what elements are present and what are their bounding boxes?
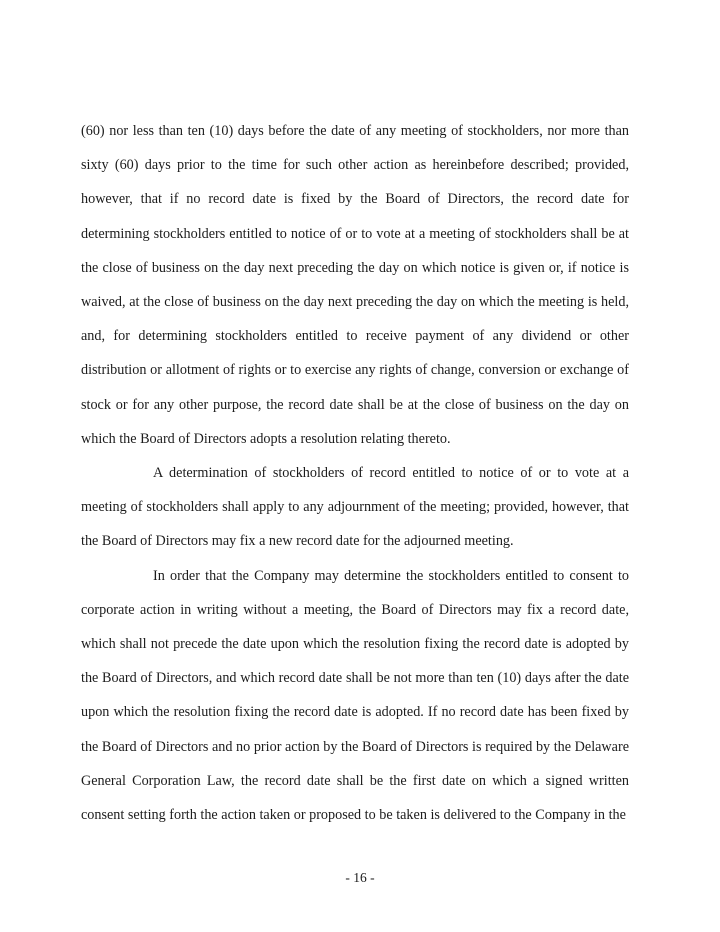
paragraph-record-date-continuation: (60) nor less than ten (10) days before the date of any meeting of stockholders, nor more than sixty (60) days prior to the time for such other action as hereinbefore described; provided, however, that if no record date is fixed by the Board of Directors, the record date for determining stockholders entitled to notice of or to vote at a meeting of stockholders shall be at the close of business on the day next preceding the day on which notice is given or, if notice is waived, at the close of business on the day next preceding the day on which the meeting is held, and, for determining stockholders entitled to receive payment of any dividend or other distribution or allotment of rights or to exercise any rights of change, conversion or exchange of stock or for any other purpose, the record date shall be at the close of business on the day on which the Board of Directors adopts a resolution relating thereto. [81, 123, 629, 447]
paragraph-adjournment: A determination of stockholders of record entitled to notice of or to vote at a meeting of stockholders shall apply to any adjournment of the meeting; provided, however, that the Board of Directors may fix a new record date for the adjourned meeting. [81, 465, 629, 550]
body-text [81, 114, 629, 832]
paragraph-written-consent: In order that the Company may determine the stockholders entitled to consent to corporate action in writing without a meeting, the Board of Directors may fix a record date, which shall not precede the date upon which the resolution fixing the record date is adopted by the Board of Directors, and which record date shall be not more than ten (10) days after the date upon which the resolution fixing the record date is adopted. If no record date has been fixed by the Board of Directors and no prior action by the Board of Directors is required by the Delaware General Corporation Law, the record date shall be the first date on which a signed written consent setting forth the action taken or proposed to be taken is delivered to the Company in the [81, 567, 629, 824]
page-number: - 16 - [345, 870, 375, 885]
